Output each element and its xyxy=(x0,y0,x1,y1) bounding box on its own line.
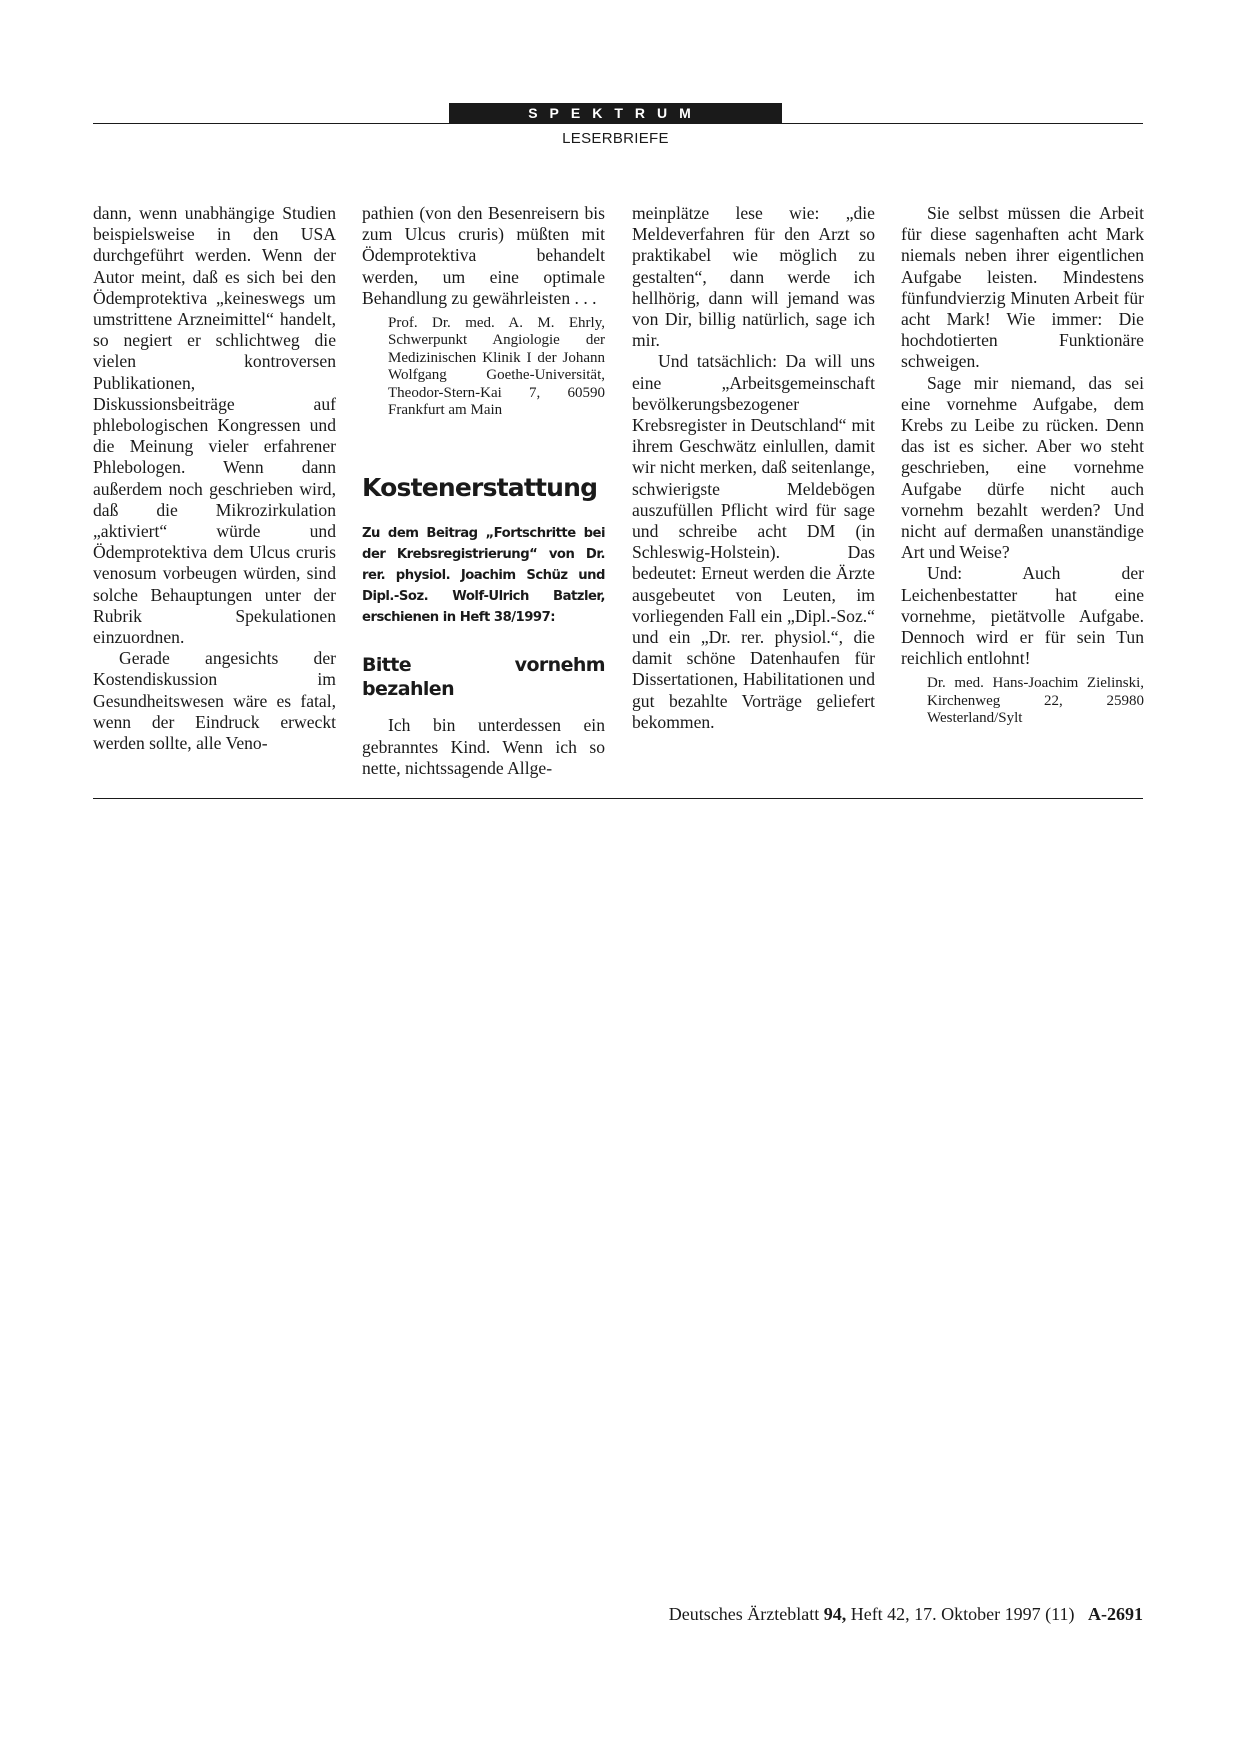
letter2-signature: Dr. med. Hans-Joachim Zielinski, Kirchenweg 22, 25980 Westerland/Sylt xyxy=(927,675,1144,727)
letter2-paragraph-1a: Ich bin unterdessen ein gebranntes Kind. Wenn ich so nette, nichtssagende Allge- xyxy=(362,715,605,778)
letter1-paragraph-2b: pathien (von den Besenreisern bis zum Ulcus cruris) müßten mit Ödemprotektiva behandelt werden, um eine optimale Behandlung zu gewährleisten . . . xyxy=(362,203,605,308)
footer-issue: Heft 42, 17. Oktober 1997 (11) xyxy=(850,1604,1075,1624)
column-4 xyxy=(901,203,1144,728)
column-1 xyxy=(93,203,336,754)
column-2 xyxy=(362,203,605,779)
letter2-subheading: Bitte vornehm bezahlen xyxy=(362,654,605,701)
letter1-paragraph-2a: Gerade angesichts der Kostendiskussion im Gesundheitswesen wäre es fatal, wenn der Eindruck erweckt werden sollte, alle Veno- xyxy=(93,648,336,754)
footer-page-number: A-2691 xyxy=(1088,1604,1143,1624)
header-rule xyxy=(93,123,1143,124)
bottom-rule xyxy=(93,798,1143,799)
footer-volume: 94, xyxy=(823,1604,847,1624)
article-intro: Zu dem Beitrag „Fortschritte bei der Krebsregistrierung“ von Dr. rer. physiol. Joachim Schüz und Dipl.-Soz. Wolf-Ulrich Batzler, erschienen in Heft 38/1997: xyxy=(362,526,605,626)
column-3 xyxy=(632,203,875,733)
letter2-paragraph-3: Sie selbst müssen die Arbeit für diese sagenhaften acht Mark niemals neben ihrer eigentlichen Aufgabe leisten. Mindestens fünfundvierzig Minuten Arbeit für acht Mark! Wie immer: Die hochdotierten Funktionäre schweigen. xyxy=(901,203,1144,372)
page-footer xyxy=(669,1604,1143,1625)
section-banner: SPEKTRUM xyxy=(449,103,782,124)
footer-journal: Deutsches Ärzteblatt xyxy=(668,1604,820,1624)
article-headline: Kostenerstattung xyxy=(362,473,598,503)
section-label: LESERBRIEFE xyxy=(562,130,669,147)
letter2-paragraph-4: Sage mir niemand, das sei eine vornehme Aufgabe, dem Krebs zu Leibe zu rücken. Denn das ist es sicher. Aber wo steht geschrieben, eine vornehme Aufgabe dürfe nicht auch vornehm bezahlt werden? Und nicht auf dermaßen unanständige Art und Weise? xyxy=(901,372,1144,563)
letter2-paragraph-5: Und: Auch der Leichenbestatter hat eine vornehme, pietätvolle Aufgabe. Dennoch wird er für sein Tun reichlich entlohnt! xyxy=(901,563,1144,669)
letter2-paragraph-1b: meinplätze lese wie: „die Meldeverfahren für den Arzt so praktikabel wie möglich zu gestalten“, dann werde ich hellhörig, dann will jemand was von Dir, billig natürlich, sage ich mir. xyxy=(632,203,875,351)
letter1-signature: Prof. Dr. med. A. M. Ehrly, Schwerpunkt Angiologie der Medizinischen Klinik I der Johann Wolfgang Goethe-Universität, Theodor-Stern-Kai 7, 60590 Frankfurt am Main xyxy=(388,315,605,419)
letter1-paragraph-1: dann, wenn unabhängige Studien beispielsweise in den USA durchgeführt werden. Wenn der Autor meint, daß es sich bei den Ödemprotektiva „keineswegs um umstrittene Arzneimittel“ handelt, so negiert er schlichtweg die vielen kontroversen Publikationen, Diskussionsbeiträge auf phlebologischen Kongressen und die Meinung vieler erfahrener Phlebologen. Wenn dann außerdem noch geschrieben wird, daß die Mikrozirkulation „aktiviert“ würde und Ödemprotektiva dem Ulcus cruris venosum vorbeugen würden, sind solche Behauptungen unter der Rubrik Spekulationen einzuordnen. xyxy=(93,203,336,648)
letter2-paragraph-2: Und tatsächlich: Da will uns eine „Arbeitsgemeinschaft bevölkerungsbezogener Krebsregister in Deutschland“ mit ihrem Geschwätz einlullen, damit wir nicht merken, daß seitenlange, schwierigste Meldebögen auszufüllen Pflicht wird für sage und schreibe acht DM (in Schleswig-Holstein). Das bedeutet: Erneut werden die Ärzte ausgebeutet von Leuten, im vorliegenden Fall ein „Dipl.-Soz.“ und ein „Dr. rer. physiol.“, die damit schöne Datenhaufen für Dissertationen, Habilitationen und gut bezahlte Vorträge geliefert bekommen. xyxy=(632,351,875,732)
